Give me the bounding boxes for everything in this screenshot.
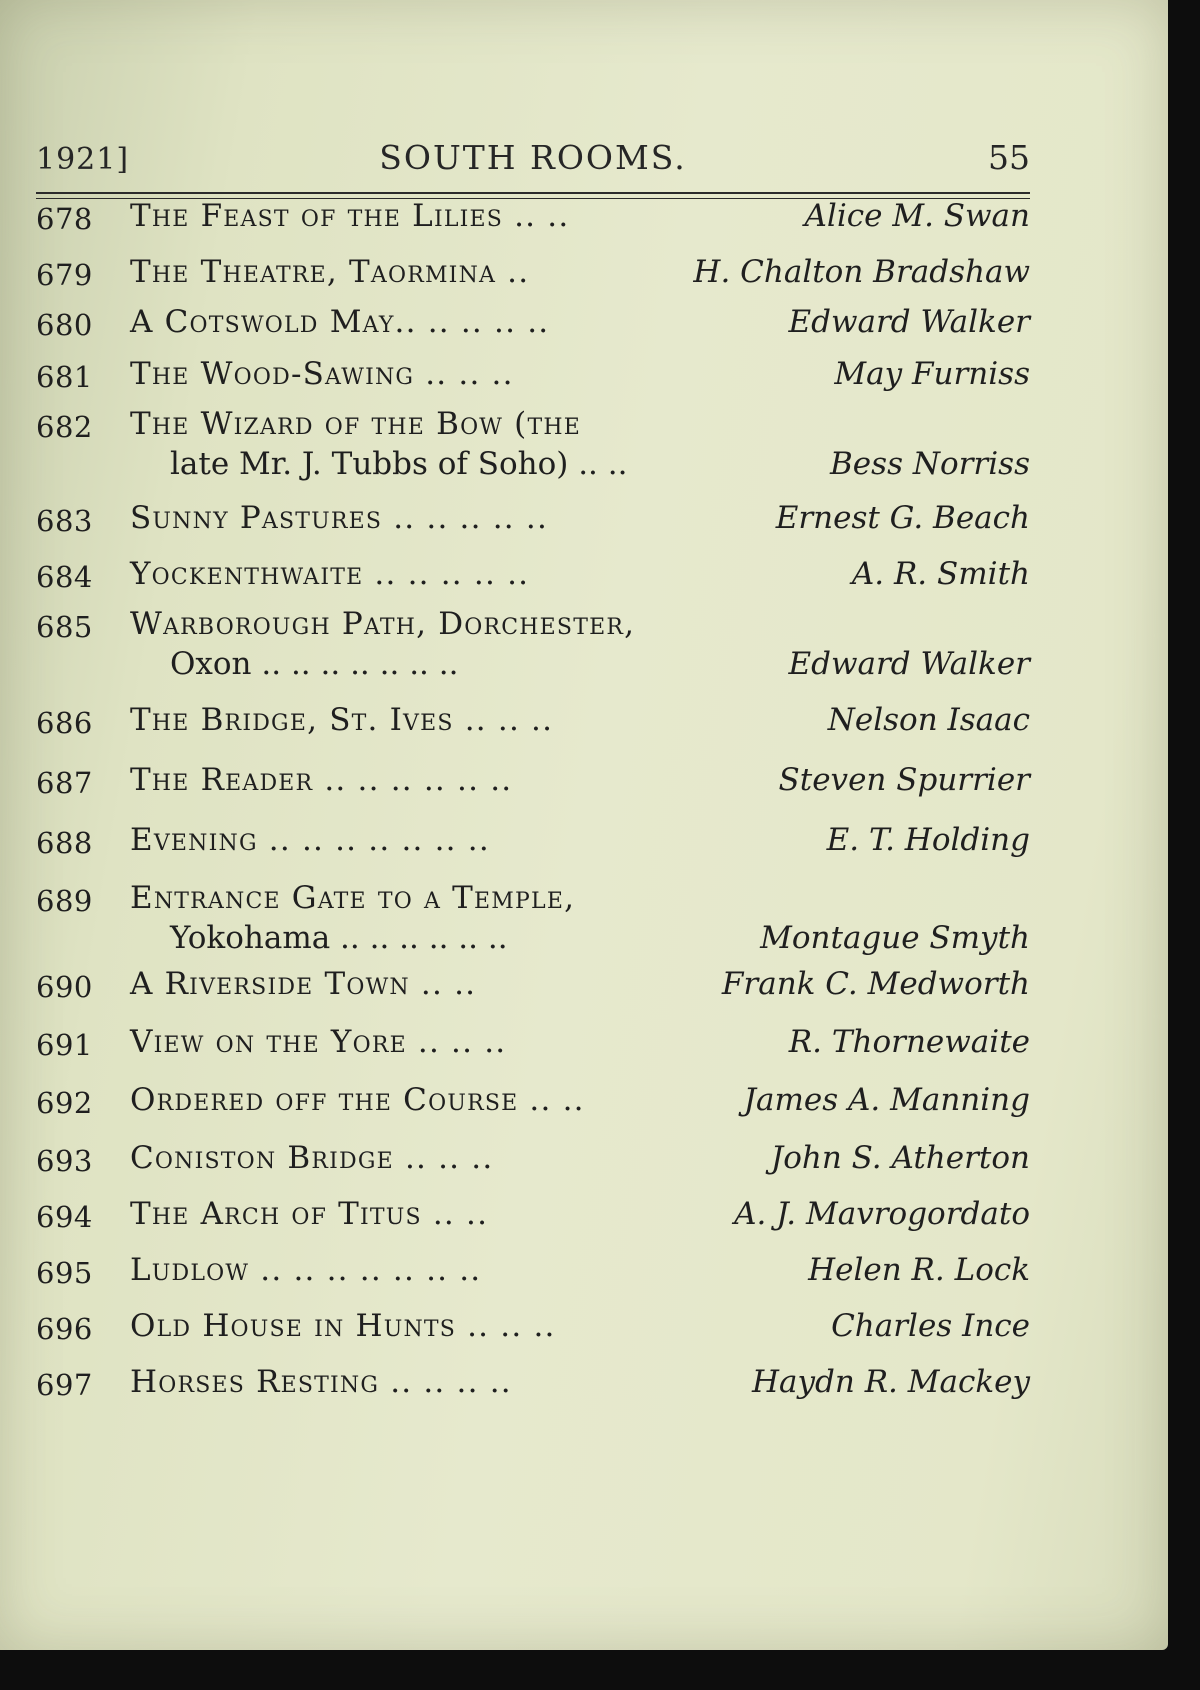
entry-title: The Bridge, St. Ives .. .. ..: [130, 702, 554, 738]
entry-number: 686: [36, 706, 93, 740]
entry-artist: May Furniss: [834, 356, 1030, 392]
entry-title: Coniston Bridge .. .. ..: [130, 1140, 494, 1176]
entry-artist: Haydn R. Mackey: [752, 1364, 1030, 1400]
entry-title: Sunny Pastures .. .. .. .. ..: [130, 500, 548, 536]
entry-title: The Reader .. .. .. .. .. ..: [130, 762, 513, 798]
entry-title: A Cotswold May.. .. .. .. ..: [130, 304, 550, 340]
entry-number: 684: [36, 560, 93, 594]
catalogue-entry: [36, 406, 1030, 490]
entry-number: 685: [36, 610, 93, 644]
catalogue-entry: [36, 356, 1030, 400]
entry-number: 681: [36, 360, 93, 394]
catalogue-entry: [36, 556, 1030, 600]
entry-number: 679: [36, 258, 93, 292]
entry-number: 683: [36, 504, 93, 538]
entry-number: 694: [36, 1200, 93, 1234]
entry-title: Evening .. .. .. .. .. .. ..: [130, 822, 490, 858]
catalogue-entry: [36, 1082, 1030, 1126]
catalogue-entry: [36, 880, 1030, 964]
entry-number: 680: [36, 308, 93, 342]
entry-number: 692: [36, 1086, 93, 1120]
catalogue-entry: [36, 606, 1030, 690]
entry-title: The Feast of the Lilies .. ..: [130, 198, 570, 234]
entry-title: The Arch of Titus .. ..: [130, 1196, 489, 1232]
entry-artist: E. T. Holding: [826, 822, 1030, 858]
entry-title-continued: Oxon .. .. .. .. .. .. ..: [170, 646, 459, 682]
entry-artist: Nelson Isaac: [827, 702, 1030, 738]
entry-number: 695: [36, 1256, 93, 1290]
header-year: 1921]: [36, 142, 130, 177]
entry-title: A Riverside Town .. ..: [130, 966, 477, 1002]
entry-title: Yockenthwaite .. .. .. .. ..: [130, 556, 530, 592]
entry-title: Ordered off the Course .. ..: [130, 1082, 585, 1118]
entry-title: The Wood-Sawing .. .. ..: [130, 356, 514, 392]
entry-title: The Wizard of the Bow (the: [130, 406, 581, 442]
entry-artist: Frank C. Medworth: [721, 966, 1030, 1002]
entry-title-continued: late Mr. J. Tubbs of Soho) .. ..: [170, 446, 628, 482]
catalogue-entry: [36, 1140, 1030, 1184]
entry-title: Old House in Hunts .. .. ..: [130, 1308, 556, 1344]
catalogue-entry: [36, 254, 1030, 298]
entry-artist: Bess Norriss: [830, 446, 1030, 482]
entry-artist: John S. Atherton: [770, 1140, 1030, 1176]
entry-artist: A. R. Smith: [851, 556, 1030, 592]
entry-title: Entrance Gate to a Temple,: [130, 880, 576, 916]
catalogue-entry: [36, 1364, 1030, 1408]
catalogue-entry: [36, 304, 1030, 348]
entry-artist: R. Thornewaite: [788, 1024, 1030, 1060]
entry-number: 688: [36, 826, 93, 860]
entry-artist: Steven Spurrier: [778, 762, 1030, 798]
entry-number: 678: [36, 202, 93, 236]
catalogue-entry: [36, 1308, 1030, 1352]
entry-artist: Alice M. Swan: [804, 198, 1030, 234]
entry-title: Horses Resting .. .. .. ..: [130, 1364, 512, 1400]
header-title: SOUTH ROOMS.: [379, 138, 687, 177]
entry-number: 697: [36, 1368, 93, 1402]
catalogue-entry: [36, 198, 1030, 242]
entry-title: Warborough Path, Dorchester,: [130, 606, 636, 642]
catalogue-entry: [36, 966, 1030, 1010]
entry-number: 691: [36, 1028, 93, 1062]
entry-artist: Edward Walker: [788, 646, 1030, 682]
entry-artist: Edward Walker: [788, 304, 1030, 340]
entry-title-continued: Yokohama .. .. .. .. .. ..: [170, 920, 508, 956]
catalogue-entry: [36, 822, 1030, 866]
entry-artist: Helen R. Lock: [808, 1252, 1030, 1288]
entry-title: Ludlow .. .. .. .. .. .. ..: [130, 1252, 482, 1288]
catalogue-entry: [36, 702, 1030, 746]
entry-number: 687: [36, 766, 93, 800]
entry-title: The Theatre, Taormina ..: [130, 254, 530, 290]
catalogue-entry: [36, 1252, 1030, 1296]
entry-artist: H. Chalton Bradshaw: [693, 254, 1030, 290]
page-number: 55: [988, 138, 1030, 177]
entry-number: 696: [36, 1312, 93, 1346]
catalogue-entry: [36, 1024, 1030, 1068]
entry-artist: Ernest G. Beach: [775, 500, 1030, 536]
entry-artist: Charles Ince: [831, 1308, 1030, 1344]
entry-artist: A. J. Mavrogordato: [734, 1196, 1030, 1232]
catalogue-entry: [36, 762, 1030, 806]
entry-number: 682: [36, 410, 93, 444]
entry-artist: Montague Smyth: [760, 920, 1030, 956]
entry-artist: James A. Manning: [743, 1082, 1030, 1118]
catalogue-entry: [36, 500, 1030, 544]
entry-title: View on the Yore .. .. ..: [130, 1024, 507, 1060]
entry-number: 690: [36, 970, 93, 1004]
entry-number: 689: [36, 884, 93, 918]
catalogue-entry: [36, 1196, 1030, 1240]
entry-number: 693: [36, 1144, 93, 1178]
